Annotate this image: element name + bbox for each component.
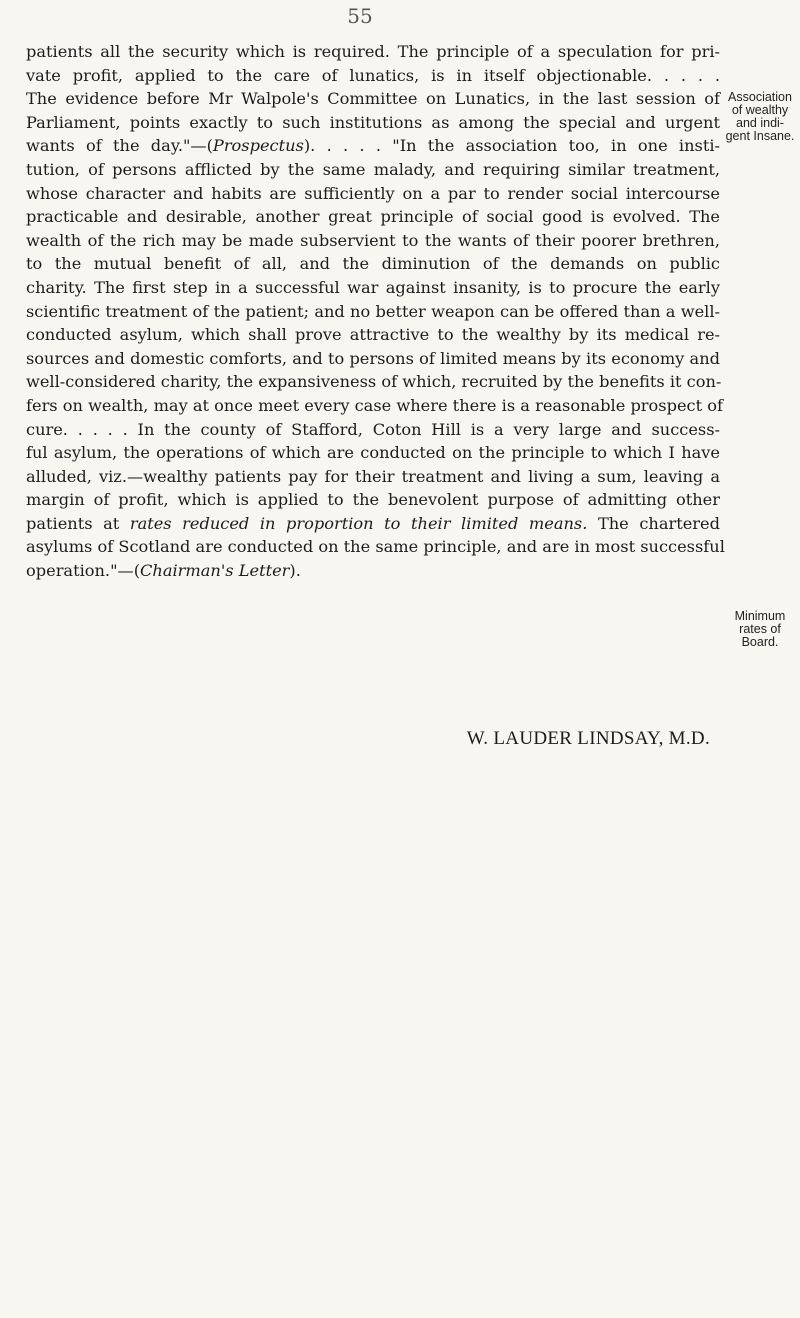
text-line: wants of the day."—(Prospectus). . . . . "In the association too, in one insti- [26, 136, 720, 156]
text-line: whose character and habits are sufficiently on a par to render social intercourse [26, 183, 720, 203]
text-line: operation."—(Chairman's Letter). [26, 561, 301, 581]
page-number: 55 [347, 4, 373, 28]
text-line: conducted asylum, which shall prove attractive to the wealthy by its medical re- [26, 325, 720, 345]
text-line: patients all the security which is required. The principle of a speculation for pri- [26, 42, 720, 61]
text-line: practicable and desirable, another great principle of social good is evolved. The [26, 207, 720, 227]
text-line: to the mutual benefit of all, and the diminution of the demands on public [26, 254, 720, 274]
text-line: wealth of the rich may be made subservient to the wants of their poorer brethren, [26, 230, 720, 250]
text-line: sources and domestic comforts, and to persons of limited means by its economy and [26, 348, 720, 368]
text-line: The evidence before Mr Walpole's Committee on Lunatics, in the last session of [26, 89, 720, 109]
text-line: alluded, viz.—wealthy patients pay for their treatment and living a sum, leaving a [26, 466, 720, 486]
sidenote-minimum-rates: Minimum rates of Board. [734, 609, 786, 649]
text-line: charity. The first step in a successful war against insanity, is to procure the early [26, 277, 720, 297]
text-line: asylums of Scotland are conducted on the same principle, and are in most successful [26, 537, 725, 557]
emphasis-rates: rates reduced in proportion to their limited means. [129, 513, 588, 533]
text-line: ful asylum, the operations of which are conducted on the principle to which I have [26, 443, 720, 463]
citation-chairmans-letter: Chairman's Letter [140, 561, 290, 581]
text-line: Parliament, points exactly to such institutions as among the special and urgent [26, 112, 720, 132]
text-line: patients at rates reduced in proportion to their limited means. The chartered [26, 513, 720, 533]
body-text [26, 40, 725, 583]
citation-prospectus: Prospectus [212, 136, 304, 156]
text-line: well-considered charity, the expansiveness of which, recruited by the benefits it con- [26, 372, 722, 392]
text-line: fers on wealth, may at once meet every case where there is a reasonable prospect of [26, 395, 723, 415]
author-signature: W. LAUDER LINDSAY, M.D. [466, 728, 710, 749]
text-line: cure. . . . . In the county of Stafford, Coton Hill is a very large and success- [26, 419, 720, 439]
text-line: margin of profit, which is applied to the benevolent purpose of admitting other [26, 490, 720, 510]
text-line: tution, of persons afflicted by the same malady, and requiring similar treatment, [26, 159, 720, 179]
text-line: scientific treatment of the patient; and no better weapon can be offered than a well- [26, 301, 720, 321]
text-line: vate profit, applied to the care of lunatics, is in itself objectionable. . . . . [26, 65, 720, 85]
sidenote-association: Association of wealthy and indi- gent Insane. [725, 90, 795, 143]
